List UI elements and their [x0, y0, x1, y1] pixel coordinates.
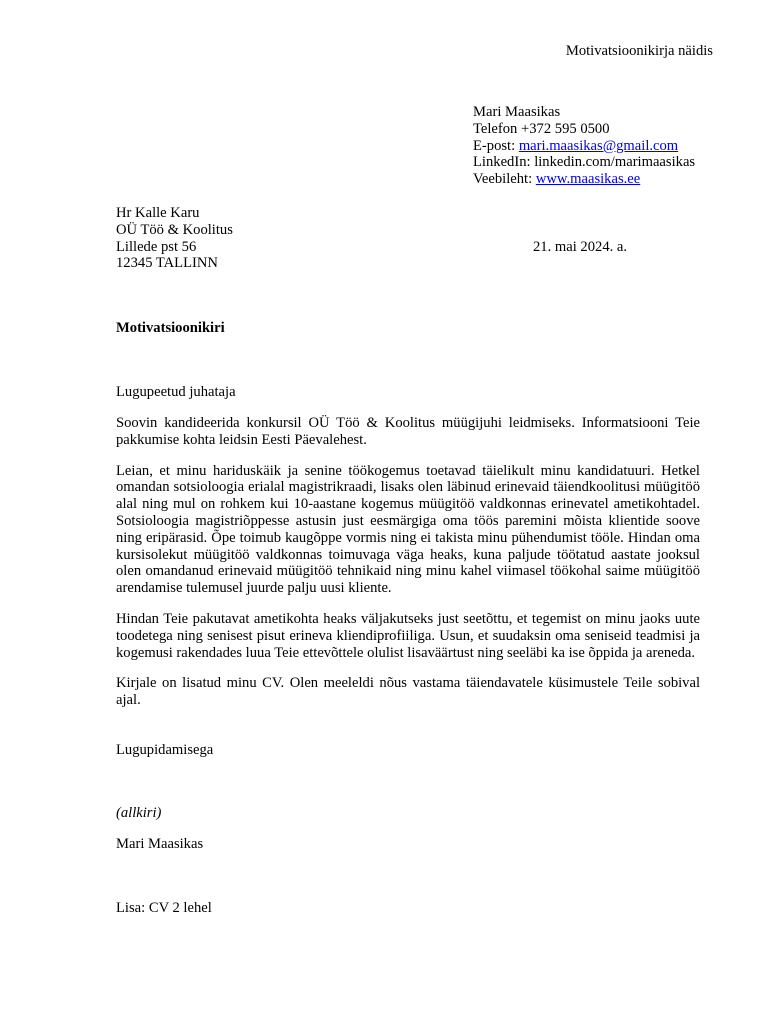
recipient-company: OÜ Töö & Koolitus: [116, 221, 233, 238]
phone-label: Telefon: [473, 120, 522, 137]
recipient-block: [116, 205, 233, 272]
phone-value: +372 595 0500: [521, 120, 610, 137]
website-link[interactable]: www.maasikas.ee: [535, 171, 641, 188]
letter-body: [116, 415, 700, 723]
recipient-name: Hr Kalle Karu: [116, 205, 200, 221]
sender-email-line: [473, 138, 763, 155]
sender-website-line: [473, 171, 763, 188]
sender-phone-line: [473, 121, 763, 138]
salutation: Lugupeetud juhataja: [116, 384, 236, 400]
letter-date: 21. mai 2024. a.: [533, 239, 628, 255]
recipient-city: 12345 TALLINN: [116, 255, 218, 272]
letter-subject: Motivatsioonikiri: [116, 320, 225, 336]
linkedin-value: linkedin.com/marimaasikas: [534, 154, 696, 171]
signer-name: Mari Maasikas: [116, 836, 204, 852]
body-paragraph: Soovin kandideerida konkursil OÜ Töö & Koolitus müügijuhi leidmiseks. Informatsiooni Teie pakkumise kohta leidsin Eesti Päevalehest.: [116, 415, 700, 448]
email-label: E-post:: [473, 137, 519, 154]
recipient-street: Lillede pst 56: [116, 238, 197, 255]
sender-name: Mari Maasikas: [473, 104, 561, 120]
body-paragraph: Hindan Teie pakutavat ametikohta heaks väljakutseks just seetõttu, et tegemist on minu jaoks uute toodetega ning senisest pisut erineva kliendiprofiiliga. Usun, et suudaksin oma seniseid teadmisi ja kogemusi rakendades luua Teie ettevõttele olulist lisaväärtust ning seeläbi ka ise õppida ja areneda.: [116, 610, 700, 661]
email-link[interactable]: mari.maasikas@gmail.com: [518, 137, 679, 154]
website-label: Veebileht:: [473, 171, 536, 188]
document-header-title: Motivatsioonikirja näidis: [565, 43, 713, 59]
closing-phrase: Lugupidamisega: [116, 742, 214, 758]
body-paragraph: Leian, et minu hariduskäik ja senine töökogemus toetavad täielikult minu kandidatuuri. Hetkel omandan sotsioloogia erialal magistrikraadi, lisaks olen läbinud erinevaid täiendkoolitusi müügitöö alal ning mul on rohkem kui 10-aastane kogemus müügitöö valdkonnas erinevatel ametikohtadel. Sotsioloogia magistriõppesse astusin just eesmärgiga oma töös paremini mõista klientide soove ning eripärasid. Õpe toimub kaugõppe vormis ning ei takista minu pühendumist tööle. Hindan oma kursisolekut müügitöö valdkonnas toimuvaga väga heaks, kuna paljude töötatud aastate jooksul olen omandanud erinevaid müügitöö tehnikaid ning minu kahel viimasel töökohal saime müügitöö arendamise tulemusel juurde palju uusi kliente.: [116, 462, 700, 597]
attachment-note: Lisa: CV 2 lehel: [116, 900, 212, 916]
sender-block: [473, 104, 763, 188]
body-paragraph: Kirjale on lisatud minu CV. Olen meeleldi nõus vastama täiendavatele küsimustele Teile sobival ajal.: [116, 675, 700, 709]
signature-placeholder: (allkiri): [116, 805, 162, 821]
linkedin-label: LinkedIn:: [473, 154, 535, 171]
sender-linkedin-line: [473, 154, 763, 171]
